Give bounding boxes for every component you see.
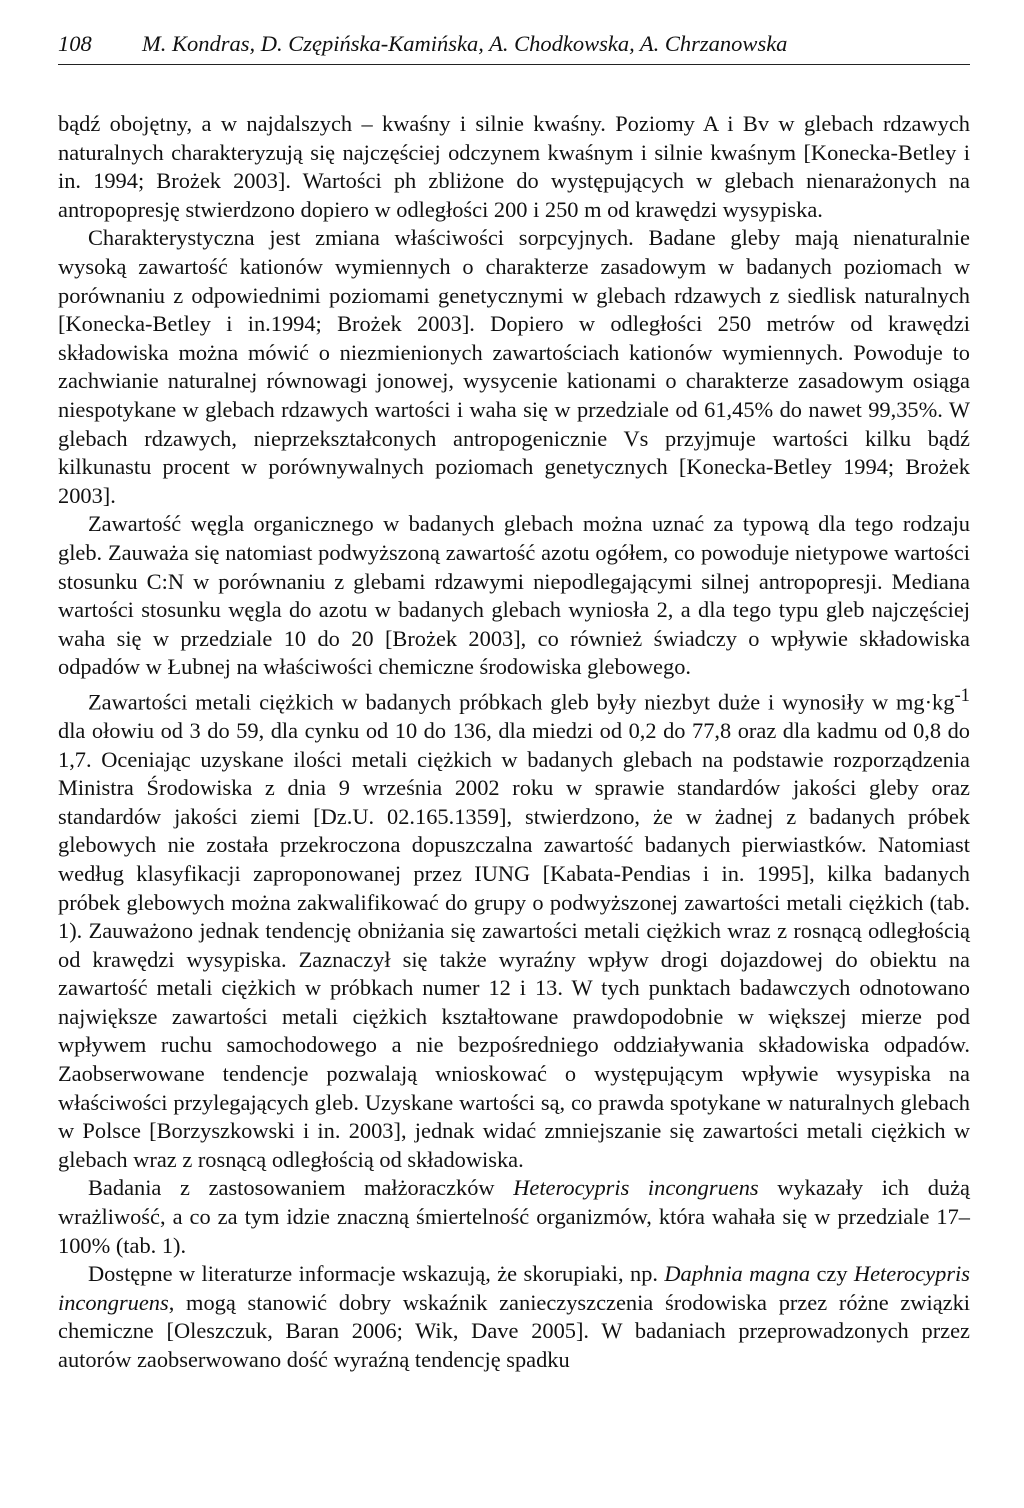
- paragraph-6: [58, 1260, 970, 1374]
- paragraph-4-part-b: dla ołowiu od 3 do 59, dla cynku od 10 do 136, dla miedzi od 0,2 do 77,8 oraz dla kadmu od 0,8 do 1,7. Oceniając uzyskane ilości metali ciężkich w badanych glebach na podstawie rozporządzenia Ministra Środowiska z dnia 9 września 2002 roku w sprawie standardów jakości gleby oraz standardów jakości ziemi [Dz.U. 02.165.1359], stwierdzono, że w żadnej z badanych próbek glebowych nie została przekroczona dopuszczalna zawartość badanych pierwiastków. Natomiast według klasyfikacji zaproponowanej przez IUNG [Kabata-Pendias i in. 1995], kilka badanych próbek glebowych można zakwalifikować do grupy o podwyższonej zawartości metali ciężkich (tab. 1). Zauważono jednak tendencję obniżania się zawartości metali ciężkich wraz z rosnącą odległością od krawędzi wysypiska. Zaznaczył się także wyraźny wpływ drogi dojazdowej do obiektu na zawartość metali ciężkich w próbkach numer 12 i 13. W tych punktach badawczych odnotowano największe zawartości metali ciężkich kształtowane prawdopodobnie w większej mierze pod wpływem ruchu samochodowego a nie bezpośredniego oddziaływania składowiska odpadów. Zaobserwowane tendencje pozwalają wnioskować o występującym wpływie wysypiska na właściwości przylegających gleb. Uzyskane wartości są, co prawda spotykane w naturalnych glebach w Polsce [Borzyszkowski i in. 2003], jednak widać zmniejszanie się zawartości metali ciężkich w glebach wraz z rosnącą odległością od składowiska.: [58, 717, 970, 1172]
- unit-exponent: -1: [954, 684, 970, 706]
- species-name-daphnia: Daphnia magna: [664, 1261, 811, 1287]
- paragraph-5: [58, 1174, 970, 1260]
- page-number: 108: [58, 31, 92, 56]
- running-header: [58, 28, 970, 65]
- paragraph-2: Charakterystyczna jest zmiana właściwości sorpcyjnych. Badane gleby mają nienaturalnie wysoką zawartość kationów wymiennych o charakterze zasadowym w badanych poziomach w porównaniu z odpowiednimi poziomami genetycznymi w glebach rdzawych z siedlisk naturalnych [Konecka-Betley i in.1994; Brożek 2003]. Dopiero w odległości 250 metrów od krawędzi składowiska można mówić o niezmienionych zawartościach kationów wymiennych. Powoduje to zachwianie naturalnej równowagi jonowej, wysycenie kationami o charakterze zasadowym osiąga niespotykane w glebach rdzawych wartości i waha się w przedziale od 61,45% do nawet 99,35%. W glebach rdzawych, nieprzekształconych antropogenicznie Vs przyjmuje wartości kilku bądź kilkunastu procent w porównywalnych poziomach genetycznych [Konecka-Betley 1994; Brożek 2003].: [58, 225, 970, 508]
- paragraph-5-part-b: wykazały ich dużą wrażliwość, a co za tym idzie znaczną śmiertelność organizmów, która wahała się w przedziale 17–100% (tab. 1).: [58, 1175, 970, 1258]
- paragraph-1: bądź obojętny, a w najdalszych – kwaśny i silnie kwaśny. Poziomy A i Bv w glebach rdzawych naturalnych charakteryzują się najczęściej odczynem kwaśnym i silnie kwaśnym [Konecka-Betley i in. 1994; Brożek 2003]. Wartości ph zbliżone do występujących w glebach nienarażonych na antropopresję stwierdzono dopiero w odległości 200 i 250 m od krawędzi wysypiska.: [58, 111, 970, 222]
- paragraph-6-part-c: , mogą stanowić dobry wskaźnik zanieczyszczenia środowiska przez różne związki chemiczne [Oleszczuk, Baran 2006; Wik, Dave 2005]. W badaniach przeprowadzonych przez autorów zaobserwowano dość wyraźną tendencję spadku: [58, 1289, 970, 1372]
- paragraph-4: [58, 682, 970, 1175]
- paragraph-5-part-a: Badania z zastosowaniem małżoraczków: [88, 1175, 514, 1201]
- paragraph-4-part-a: Zawartości metali ciężkich w badanych próbkach gleb były niezbyt duże i wynosiły w mg·kg: [88, 689, 955, 715]
- species-name-heterocypris: Heterocypris incongruens: [58, 1261, 970, 1315]
- body-text: [58, 110, 970, 1375]
- species-name: Heterocypris incongruens: [513, 1175, 759, 1201]
- paragraph-6-part-a: Dostępne w literaturze informacje wskazują, że skorupiaki, np.: [88, 1261, 665, 1287]
- header-authors: M. Kondras, D. Czępińska-Kamińska, A. Chodkowska, A. Chrzanowska: [142, 31, 788, 56]
- paragraph-6-part-b: czy: [810, 1261, 854, 1287]
- paragraph-3: Zawartość węgla organicznego w badanych glebach można uznać za typową dla tego rodzaju gleb. Zauważa się natomiast podwyższoną zawartość azotu ogółem, co powoduje nietypowe wartości stosunku C:N w porównaniu z glebami rdzawymi niepodlegającymi silnej antropopresji. Mediana wartości stosunku węgla do azotu w badanych glebach wyniosła 2, a dla tego typu gleb najczęściej waha się w przedziale 10 do 20 [Brożek 2003], co również świadczy o wpływie składowiska odpadów w Łubnej na właściwości chemiczne środowiska glebowego.: [58, 511, 970, 680]
